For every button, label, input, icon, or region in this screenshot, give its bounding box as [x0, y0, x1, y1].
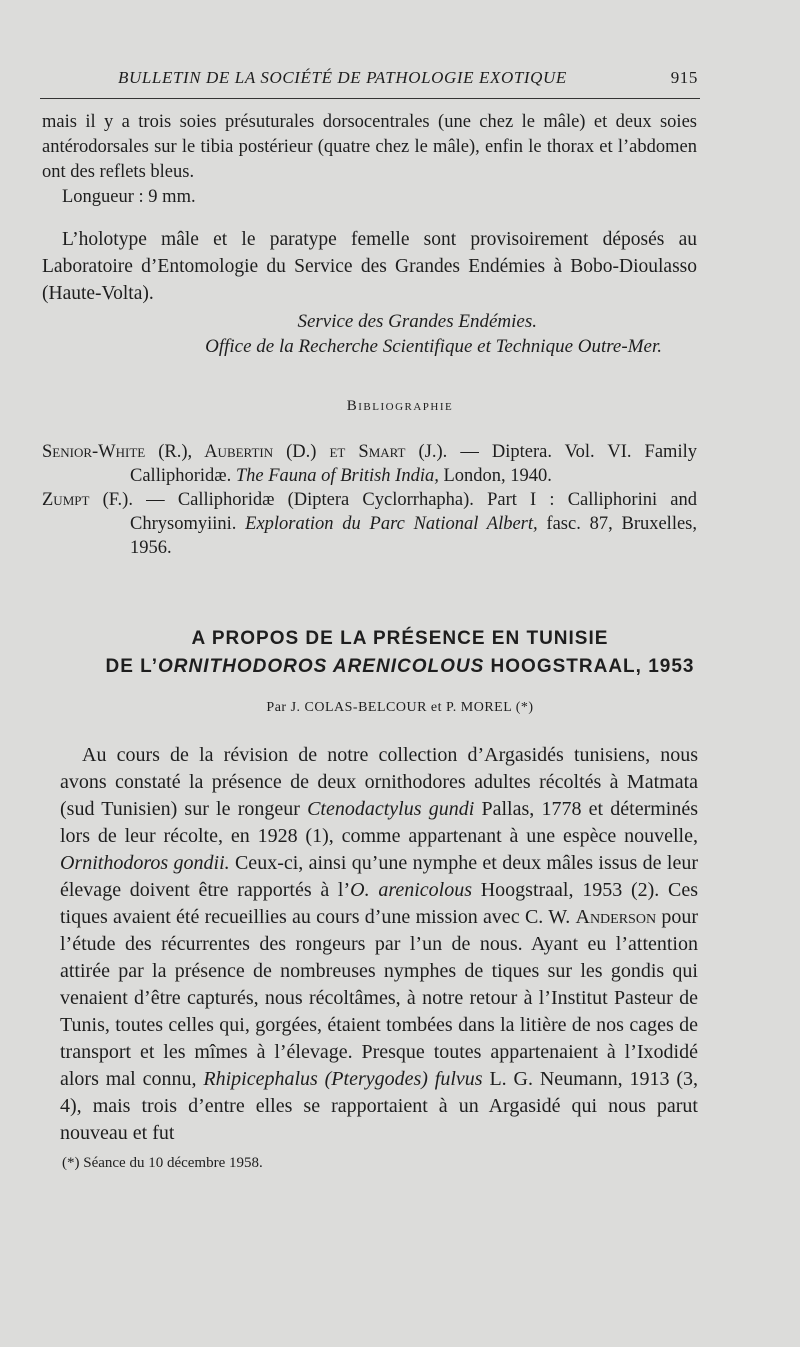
bib2-tail: fasc. 87, Bruxelles, 1956.: [130, 514, 698, 558]
bib2-text: — Calliphoridæ (Diptera Cyclorrhapha). Part I : Calliphorini and Chrysomyiini.: [130, 490, 697, 534]
body-species-2: Ornithodoros gondii.: [60, 852, 230, 874]
bib1-authors: Senior-White (R.), Aubertin (D.) et Smart (J.).: [42, 442, 448, 462]
bib1-tail: London, 1940.: [438, 466, 552, 486]
body-text-c: Pallas, 1778 et déterminés lors de leur récolte, en 1928 (1), comme appartenant à une espèce nouvelle,: [60, 798, 699, 847]
body-text-a: Au cours de la révision de notre collection d’Argasidés tunisiens, nous avons constaté la présence de deux ornithodores adultes récoltés à Matmata (sud Tunisien) sur le rongeur: [60, 744, 698, 820]
author-line: Par J. COLAS-BELCOUR et P. MOREL (*): [266, 700, 534, 715]
bibliography-entry-1: [42, 440, 697, 488]
bib2-authors: Zumpt (F.).: [42, 490, 133, 510]
body-species-1: Ctenodactylus gundi: [307, 798, 475, 820]
body-species-4: Rhipicephalus (Pterygodes) fulvus: [203, 1068, 483, 1090]
body-text-g: Hoogstraal, 1953 (2). Ces tiques avaient été recueillies au cours d’une mission avec C. W.: [60, 879, 698, 928]
body-species-3: O. arenicolous: [350, 879, 473, 901]
body-text-k: L. G. Neumann, 1913 (3, 4), mais trois d’entre elles se rapportaient à un Argasidé qui nous parut nouveau et fut: [60, 1068, 699, 1144]
bib2-italic: Exploration du Parc National Albert,: [245, 514, 538, 534]
body-text-i: pour l’étude des récurrentes des rongeurs par l’un de nous. Ayant eu l’attention attirée par la présence de nombreuses nymphes de tiques sur les gondis qui venaient d’être capturés, nous récoltâmes, à notre retour à l’Institut Pasteur de Tunis, toutes celles qui, gorgées, étaient tombées dans la litière de nos cages de transport et les mîmes à l’élevage. Presque toutes appartenaient à l’Ixodidé alors mal connu,: [60, 906, 698, 1090]
bibliography-entry-2: [42, 488, 697, 560]
signature-line-1: Service des Grandes Endémies.: [297, 311, 537, 332]
article-body: [60, 742, 698, 1147]
title-suffix: HOOGSTRAAL, 1953: [484, 656, 695, 677]
footnote: (*) Séance du 10 décembre 1958.: [62, 1155, 263, 1171]
signature-line-2: Office de la Recherche Scientifique et Technique Outre-Mer.: [205, 336, 662, 357]
description-text: mais il y a trois soies présuturales dorsocentrales (une chez le mâle) et deux soies antérodorsales sur le tibia postérieur (quatre chez le mâle), enfin le thorax et l’abdomen ont des reflets bleus.: [42, 112, 697, 182]
holotype-paragraph: [42, 226, 697, 307]
page-number: 915: [670, 68, 698, 87]
body-text-e: Ceux-ci, ainsi qu’une nymphe et deux mâles issus de leur élevage doivent être rapportés à l’: [60, 852, 698, 901]
article-title-line-1: A PROPOS DE LA PRÉSENCE EN TUNISIE: [191, 628, 609, 649]
length-text: Longueur : 9 mm.: [62, 187, 196, 207]
running-header: [118, 68, 698, 94]
header-rule: [40, 98, 700, 99]
holotype-text: L’holotype mâle et le paratype femelle sont provisoirement déposés au Laboratoire d’Entomologie du Service des Grandes Endémies à Bobo-Dioulasso (Haute-Volta).: [42, 229, 697, 304]
continued-paragraph: [42, 110, 697, 210]
running-title: BULLETIN DE LA SOCIÉTÉ DE PATHOLOGIE EXOTIQUE: [118, 68, 567, 87]
title-species: ORNITHODOROS ARENICOLOUS: [158, 656, 485, 677]
bib1-italic: The Fauna of British India,: [235, 466, 439, 486]
bib1-text: — Diptera. Vol. VI. Family Calliphoridæ.: [130, 442, 697, 486]
body-person: Anderson: [575, 906, 657, 928]
article-title-line-2: [0, 656, 800, 678]
bibliography-heading: Bibliographie: [346, 398, 454, 414]
title-prefix: DE L’: [105, 656, 159, 677]
